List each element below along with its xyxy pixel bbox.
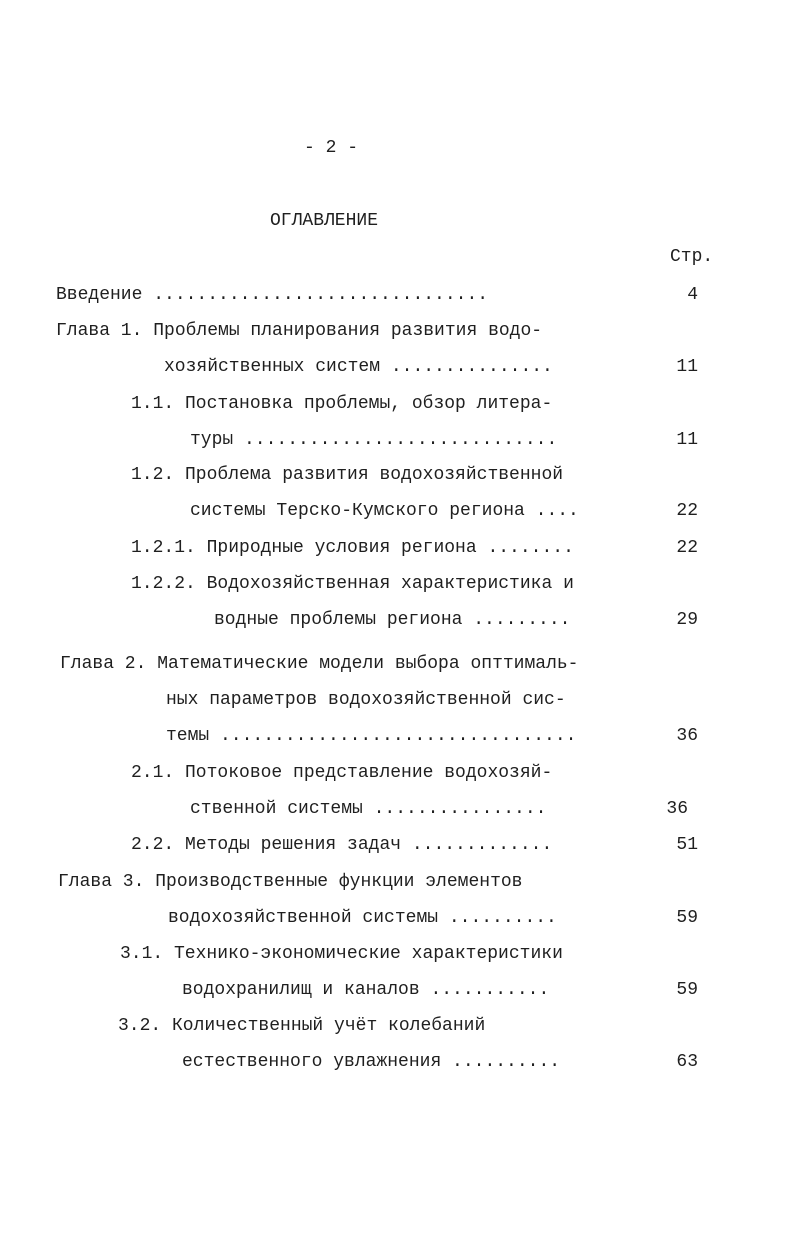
page-number: - 2 - bbox=[304, 138, 359, 158]
toc-line: туры ............................. bbox=[190, 430, 558, 450]
toc-page-number: 11 bbox=[676, 357, 698, 377]
toc-line: ных параметров водохозяйственной сис- bbox=[166, 690, 566, 710]
toc-page-number: 36 bbox=[666, 799, 688, 819]
toc-line: 1.2.1. Природные условия региона ........ bbox=[131, 538, 574, 558]
toc-line: Глава 3. Производственные функции элементов bbox=[58, 872, 523, 892]
toc-page-number: 59 bbox=[676, 908, 698, 928]
toc-line: Глава 2. Математические модели выбора опттималь- bbox=[60, 654, 579, 674]
page-column-header: Стр. bbox=[670, 247, 714, 267]
toc-page-number: 51 bbox=[676, 835, 698, 855]
toc-page-number: 22 bbox=[676, 538, 698, 558]
toc-line: естественного увлажнения .......... bbox=[182, 1052, 561, 1072]
toc-line: ственной системы ................ bbox=[190, 799, 547, 819]
toc-line: хозяйственных систем ............... bbox=[164, 357, 553, 377]
toc-line: водохранилищ и каналов ........... bbox=[182, 980, 550, 1000]
toc-line: водные проблемы региона ......... bbox=[214, 610, 571, 630]
toc-page-number: 29 bbox=[676, 610, 698, 630]
toc-line: 2.1. Потоковое представление водохозяй- bbox=[131, 763, 553, 783]
toc-line: Глава 1. Проблемы планирования развития водо- bbox=[56, 321, 543, 341]
toc-line: 1.2.2. Водохозяйственная характеристика и bbox=[131, 574, 574, 594]
toc-line: 1.2. Проблема развития водохозяйственной bbox=[131, 465, 564, 485]
toc-line: 3.2. Количественный учёт колебаний bbox=[118, 1016, 486, 1036]
toc-line: 1.1. Постановка проблемы, обзор литера- bbox=[131, 394, 553, 414]
toc-line: системы Терско-Кумского региона .... bbox=[190, 501, 579, 521]
toc-page-number: 36 bbox=[676, 726, 698, 746]
toc-page-number: 22 bbox=[676, 501, 698, 521]
toc-line: темы ................................. bbox=[166, 726, 577, 746]
toc-page-number: 11 bbox=[676, 430, 698, 450]
page-title: ОГЛАВЛЕНИЕ bbox=[270, 211, 379, 231]
toc-line: 3.1. Технико-экономические характеристики bbox=[120, 944, 563, 964]
toc-page-number: 4 bbox=[687, 285, 698, 305]
toc-page-number: 63 bbox=[676, 1052, 698, 1072]
toc-line: водохозяйственной системы .......... bbox=[168, 908, 557, 928]
toc-line: Введение ............................... bbox=[56, 285, 489, 305]
toc-line: 2.2. Методы решения задач ............. bbox=[131, 835, 553, 855]
toc-page-number: 59 bbox=[676, 980, 698, 1000]
